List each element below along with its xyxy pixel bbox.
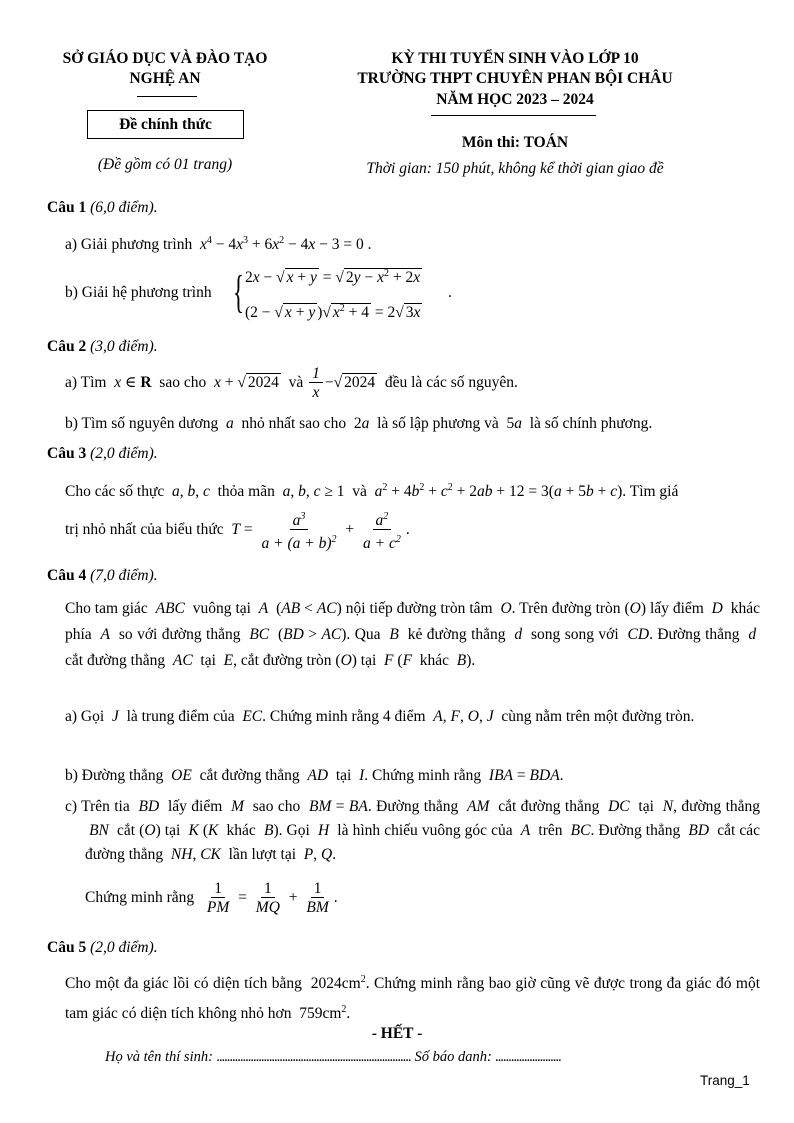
q1-part-b: b) Giải hệ phương trình { 2x − √ x + y = √ $2y - x^2 + 2x$ (2 − √ x + y )√ $x^2 + 4 = 2√$ 3x . — [65, 266, 452, 322]
end-mark: - HẾT - — [371, 1025, 423, 1042]
candidate-line — [105, 1049, 561, 1066]
question-3-heading: Câu 3 (2,0 điểm). — [47, 445, 158, 462]
header-underline-left — [137, 96, 197, 97]
q4-part-c: c) Trên tia BD lấy điểm M sao cho BM = BA. Đường thẳng AM cắt đường thẳng DC tại N, đường thẳng BN cắt (O) tại K (K khác B). Gọi H là hình chiếu vuông góc của A trên BC. Đường thẳng BD cắt các đường thẳng NH, CK lần lượt tại P, Q. — [65, 798, 760, 863]
page-count: (Đề gồm có 01 trang) — [97, 156, 233, 173]
q3-expression: trị nhỏ nhất của biểu thức T = $\frac{a^3}{a + (a + b)^2}$ + $\frac{a^2}{a + c^2}$ . — [65, 508, 760, 553]
q5-body: Cho một đa giác lồi có diện tích bằng $2024cm^2$. Chứng minh rằng bao giờ cũng vẽ được trong đa giác đó một tam giác có diện tích không nhỏ hơn $759cm^2$. — [65, 974, 760, 1023]
province-name: NGHỆ AN — [129, 70, 201, 87]
department-name: SỞ GIÁO DỤC VÀ ĐÀO TẠO — [62, 50, 268, 67]
q4-part-a: a) Gọi J là trung điểm của EC. Chứng minh rằng 4 điểm A, F, O, J cùng nằm trên một đường tròn. — [65, 708, 695, 725]
page-number: Trang_1 — [700, 1073, 750, 1088]
q2-part-a: a) Tìm x ∈ R sao cho x + √ 2024 và $\frac{1}{x}$ −√ 2024 đều là các số nguyên. — [65, 365, 518, 401]
candidate-dots: .......................................................................... — [216, 1049, 411, 1065]
q4-part-b: b) Đường thẳng OE cắt đường thẳng AD tại I. Chứng minh rằng IBA = BDA. — [65, 767, 564, 784]
question-4-heading: Câu 4 (7,0 điểm). — [47, 567, 158, 584]
school-name: TRƯỜNG THPT CHUYÊN PHAN BỘI CHÂU — [357, 70, 673, 87]
header-underline-right — [431, 115, 596, 116]
official-box — [87, 110, 244, 139]
q4-part-c-formula: Chứng minh rằng $\frac{1}{PM}$ = $\frac{1}{MQ}$ + $\frac{1}{BM}$ . — [85, 880, 338, 916]
time-limit: Thời gian: 150 phút, không kể thời gian giao đề — [366, 160, 664, 177]
id-dots: ......................... — [495, 1049, 562, 1065]
q1-part-a: a) Giải phương trình $x^4 - 4x^3 + 6x^2 - 4x - 3 = 0$ . — [65, 235, 372, 254]
q4-body: Cho tam giác ABC vuông tại A (AB < AC) nội tiếp đường tròn tâm O. Trên đường tròn (O) lấy điểm D khác phía A so với đường thẳng BC (BD > AC). Qua B kẻ đường thẳng d song song với CD. Đường thẳng d cắt đường thẳng AC tại E, cắt đường tròn (O) tại F (F khác B). — [65, 600, 760, 669]
q3-body: Cho các số thực a, b, c thỏa mãn a, b, c ≥ 1 và $a^2 + 4b^2 + c^2 + 2ab + 12 = 3(a + 5b + c)$. Tìm giá — [65, 482, 679, 501]
subject: Môn thi: TOÁN — [461, 134, 569, 151]
q2-part-b: b) Tìm số nguyên dương a nhỏ nhất sao cho 2a là số lập phương và 5a là số chính phương. — [65, 415, 653, 432]
id-label: Số báo danh: — [414, 1049, 492, 1065]
school-year: NĂM HỌC 2023 – 2024 — [436, 91, 594, 108]
official-label: Đề chính thức — [119, 116, 212, 133]
question-5-heading: Câu 5 (2,0 điểm). — [47, 939, 158, 956]
candidate-label: Họ và tên thí sinh: — [105, 1049, 213, 1065]
question-1-heading: Câu 1 (6,0 điểm). — [47, 199, 158, 216]
exam-name: KỲ THI TUYỂN SINH VÀO LỚP 10 — [391, 50, 639, 67]
question-2-heading: Câu 2 (3,0 điểm). — [47, 338, 158, 355]
